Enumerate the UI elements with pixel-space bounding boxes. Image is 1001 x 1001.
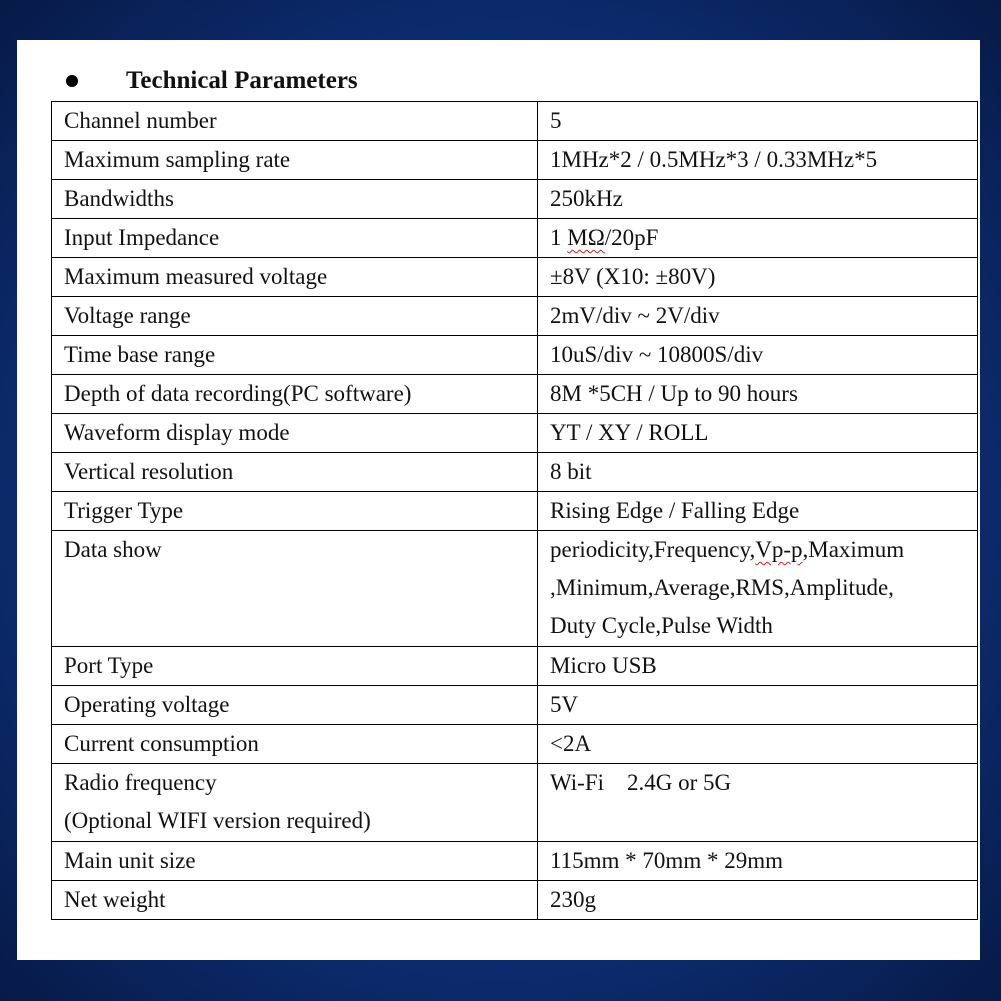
table-row	[52, 141, 978, 180]
table-row	[52, 375, 978, 414]
param-label: Channel number	[52, 102, 538, 141]
table-row	[52, 258, 978, 297]
table-row	[52, 842, 978, 881]
value-part: 1	[550, 225, 568, 250]
spellcheck-underlined-text: Vp-p	[755, 537, 803, 562]
table-row	[52, 297, 978, 336]
param-value: Micro USB	[538, 647, 978, 686]
param-label: Data show	[52, 531, 538, 647]
param-value: 8M *5CH / Up to 90 hours	[538, 375, 978, 414]
param-value: 8 bit	[538, 453, 978, 492]
param-label: Trigger Type	[52, 492, 538, 531]
value-part: ,Maximum	[802, 537, 905, 562]
label-line: (Optional WIFI version required)	[64, 808, 371, 833]
section-title: Technical Parameters	[126, 67, 358, 94]
table-row	[52, 180, 978, 219]
param-label	[52, 764, 538, 842]
param-label: Bandwidths	[52, 180, 538, 219]
param-value	[538, 219, 978, 258]
param-label: Port Type	[52, 647, 538, 686]
param-value: Wi-Fi 2.4G or 5G	[538, 764, 978, 842]
param-value: 230g	[538, 881, 978, 920]
table-row	[52, 102, 978, 141]
param-label: Depth of data recording(PC software)	[52, 375, 538, 414]
param-value: ±8V (X10: ±80V)	[538, 258, 978, 297]
value-line: Duty Cycle,Pulse Width	[550, 613, 773, 638]
param-label: Current consumption	[52, 725, 538, 764]
table-row	[52, 492, 978, 531]
param-value: 2mV/div ~ 2V/div	[538, 297, 978, 336]
table-row	[52, 647, 978, 686]
table-row	[52, 881, 978, 920]
label-line: Radio frequency	[64, 770, 217, 795]
table-row	[52, 686, 978, 725]
param-label: Voltage range	[52, 297, 538, 336]
param-label: Maximum sampling rate	[52, 141, 538, 180]
value-part: periodicity,Frequency,	[550, 537, 756, 562]
table-row	[52, 336, 978, 375]
section-heading	[66, 66, 358, 96]
table-row	[52, 531, 978, 647]
param-value: 250kHz	[538, 180, 978, 219]
param-value: Rising Edge / Falling Edge	[538, 492, 978, 531]
technical-parameters-table	[51, 101, 978, 920]
param-value: 5	[538, 102, 978, 141]
param-value: 5V	[538, 686, 978, 725]
value-line: ,Minimum,Average,RMS,Amplitude,	[550, 575, 894, 600]
table-row	[52, 219, 978, 258]
param-label: Vertical resolution	[52, 453, 538, 492]
param-value: 10uS/div ~ 10800S/div	[538, 336, 978, 375]
param-label: Input Impedance	[52, 219, 538, 258]
param-label: Waveform display mode	[52, 414, 538, 453]
table-row	[52, 725, 978, 764]
param-value	[538, 531, 978, 647]
param-value: 115mm * 70mm * 29mm	[538, 842, 978, 881]
table-row	[52, 453, 978, 492]
value-part: /20pF	[604, 225, 659, 250]
spellcheck-underlined-text: MΩ	[567, 225, 605, 250]
param-label: Time base range	[52, 336, 538, 375]
bullet-icon	[66, 75, 78, 87]
param-value: <2A	[538, 725, 978, 764]
value-line	[550, 531, 977, 569]
param-label: Operating voltage	[52, 686, 538, 725]
param-value: YT / XY / ROLL	[538, 414, 978, 453]
param-label: Net weight	[52, 881, 538, 920]
table-row	[52, 764, 978, 842]
param-label: Main unit size	[52, 842, 538, 881]
param-value: 1MHz*2 / 0.5MHz*3 / 0.33MHz*5	[538, 141, 978, 180]
table-row	[52, 414, 978, 453]
param-label: Maximum measured voltage	[52, 258, 538, 297]
